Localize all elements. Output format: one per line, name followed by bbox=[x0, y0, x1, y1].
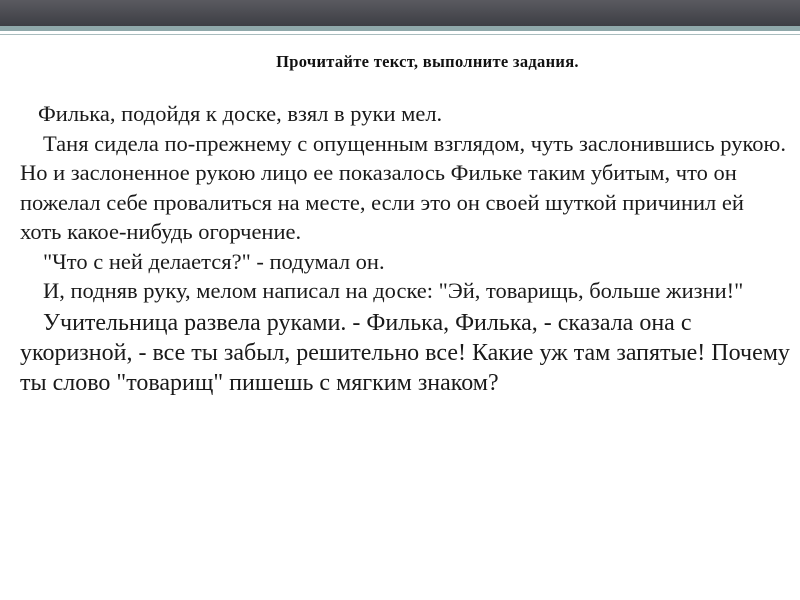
paragraph-3: "Что с ней делается?" - подумал он. bbox=[43, 248, 385, 274]
paragraph-5: Учительница развела руками. - Филька, Филька, - сказала она с укоризной, - все ты забыл, решительно все! Какие уж там запятые! Почему ты слово "товарищ" пишешь с мягким знаком? bbox=[20, 309, 790, 396]
text-body bbox=[20, 99, 790, 398]
accent-stripe bbox=[0, 26, 800, 31]
paragraph-1: Филька, подойдя к доске, взял в руки мел. bbox=[38, 101, 443, 126]
divider-line bbox=[0, 34, 800, 35]
paragraph-4: И, подняв руку, мелом написал на доске: "Эй, товарищь, больше жизни!" bbox=[43, 278, 744, 303]
paragraph-2: Таня сидела по-прежнему с опущенным взглядом, чуть заслонившись рукою. Но и заслоненное рукою лицо ее показалось Фильке таким убитым, что он пожелал себе провалиться на месте, если это он своей шуткой причинил ей хоть какое-нибудь огорчение. bbox=[20, 130, 786, 244]
top-bar bbox=[0, 0, 800, 26]
slide-title: Прочитайте текст, выполните задания. bbox=[276, 52, 579, 71]
